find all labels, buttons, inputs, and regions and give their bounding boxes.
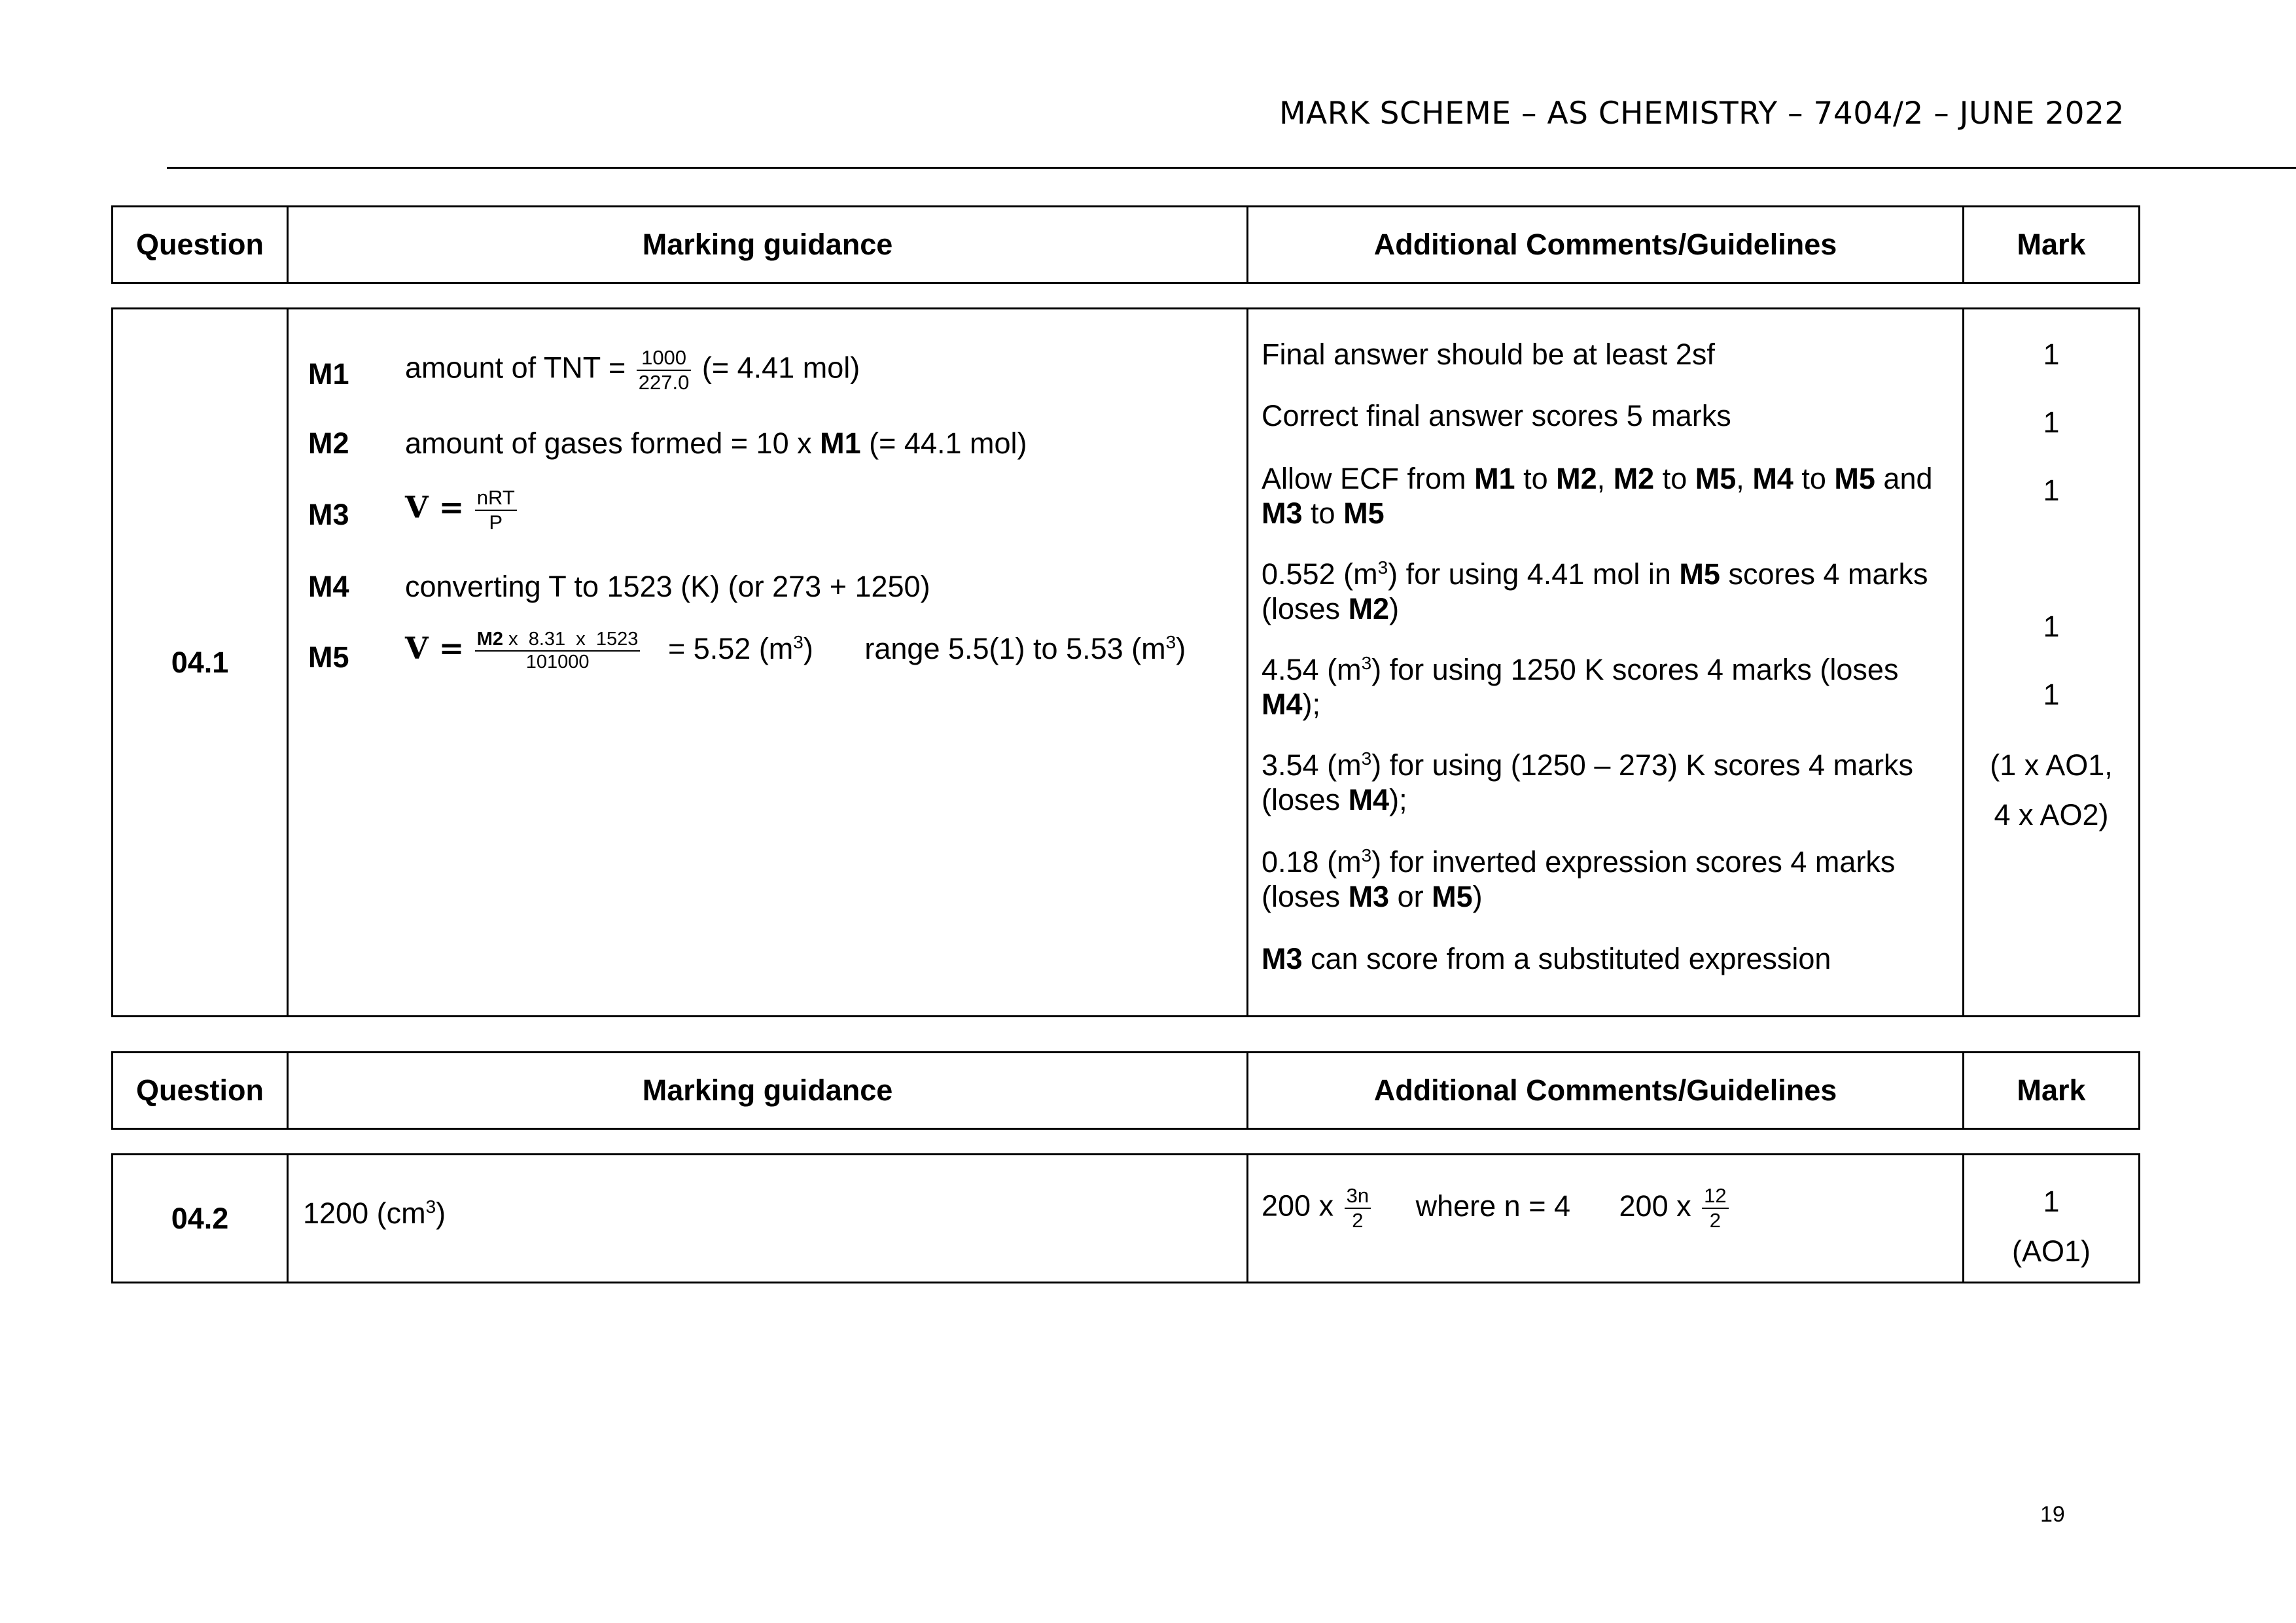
comment-7 [1262, 845, 1955, 914]
m3-lhs: V = [405, 489, 465, 525]
mark-m5: 1 [2043, 678, 2060, 711]
c7-m3: M3 [1348, 880, 1390, 914]
question-04-2-table [111, 1153, 2140, 1283]
c7-c: ) [1472, 880, 1483, 914]
m5-frac-num [475, 629, 641, 652]
col-header-question-2: Question [113, 1053, 288, 1129]
c7-b: ) for inverted expression scores 4 marks (loses [1262, 845, 1896, 914]
c5-a: 4.54 (m [1262, 653, 1362, 686]
m2-ref: M1 [820, 427, 861, 460]
c3-m5c: M5 [1343, 497, 1385, 531]
c4-m5: M5 [1679, 557, 1720, 591]
m4-text: converting T to 1523 (K) (or 273 + 1250) [405, 570, 930, 603]
q042-answer-text: 1200 (cm [303, 1196, 426, 1230]
m1-frac-num: 1000 [637, 346, 692, 371]
c4-d: ) [1389, 592, 1400, 626]
q042-fraction-1 [1345, 1184, 1371, 1232]
q042-comment [1262, 1184, 1731, 1232]
comment-4 [1262, 557, 1955, 626]
m1-expression [405, 346, 860, 394]
m1-line [308, 357, 349, 391]
q042-f1-den: 2 [1352, 1208, 1364, 1232]
question-number: 04.1 [113, 309, 288, 1017]
c3-to-2: to [1662, 462, 1687, 495]
c8-b: can score from a substituted expression [1311, 942, 1831, 975]
q042-c-c: 200 x [1619, 1189, 1691, 1223]
c3-to-3: to [1801, 462, 1826, 495]
c4-b: ) for using 4.41 mol in [1388, 557, 1671, 591]
m5-label: M5 [308, 640, 349, 674]
header-table-2 [111, 1051, 2140, 1130]
c4-sup: 3 [1377, 557, 1388, 578]
m5-result-sup: 3 [793, 632, 804, 653]
c4-c: scores 4 marks (loses [1262, 557, 1928, 626]
m5-range [864, 632, 1186, 665]
m2-result: (= 44.1 mol) [869, 427, 1027, 460]
mark-cell-2 [1964, 1155, 2140, 1283]
m2-line [308, 426, 349, 461]
m4-line [308, 569, 349, 604]
c4-a: 0.552 (m [1262, 557, 1378, 591]
m5-range-text: range 5.5(1) to 5.53 (m [864, 632, 1166, 666]
m5-frac-den: 101000 [525, 652, 590, 673]
c6-sup: 3 [1361, 748, 1372, 769]
q042-answer [303, 1196, 446, 1230]
q042-answer-sup: 3 [425, 1196, 436, 1217]
c3-m2: M2 [1556, 462, 1597, 495]
c4-m2: M2 [1348, 592, 1390, 626]
m5-lhs: V = [405, 631, 465, 667]
c8-m3: M3 [1262, 942, 1303, 975]
m1-result: (= 4.41 mol) [701, 351, 860, 385]
c3-and: and [1883, 462, 1933, 495]
marking-guidance-cell [288, 309, 1248, 1017]
c6-b: ) for using (1250 – 273) K scores 4 marks (loses [1262, 748, 1914, 817]
m5-range-sup: 3 [1165, 632, 1176, 653]
m1-frac-den: 227.0 [638, 370, 690, 394]
q042-f2-den: 2 [1709, 1208, 1721, 1232]
m2-expression [405, 426, 1027, 461]
m3-frac-num: nRT [475, 486, 517, 511]
c7-a: 0.18 (m [1262, 845, 1362, 879]
c3-m3: M3 [1262, 497, 1303, 531]
c6-m4: M4 [1348, 783, 1390, 817]
m2-label: M2 [308, 427, 349, 460]
marking-guidance-cell-2 [288, 1155, 1248, 1283]
c7-or: or [1397, 880, 1424, 914]
m3-fraction [475, 486, 517, 534]
m1-fraction [637, 346, 692, 394]
c3-m1: M1 [1474, 462, 1515, 495]
col-header-mark: Mark [1964, 207, 2140, 283]
c5-sup: 3 [1361, 653, 1372, 673]
m1-text: amount of TNT = [405, 351, 626, 385]
m4-label: M4 [308, 570, 349, 603]
question-04-1-table [111, 307, 2140, 1017]
comment-6 [1262, 748, 1955, 817]
c3-comma-1: , [1597, 462, 1606, 495]
c3-m4: M4 [1752, 462, 1793, 495]
q042-fraction-2 [1702, 1184, 1728, 1232]
m5-result-close: ) [803, 632, 813, 666]
c3-comma-2: , [1736, 462, 1744, 495]
m5-range-close: ) [1176, 632, 1186, 666]
mark-m3: 1 [2043, 474, 2060, 507]
m5-frac-ref: M2 [476, 629, 504, 650]
m5-line [308, 640, 349, 674]
ao-line-2: 4 x AO2) [1994, 798, 2109, 831]
c3-m5b: M5 [1834, 462, 1875, 495]
mark-cell [1964, 309, 2140, 1017]
mark-m4: 1 [2043, 610, 2060, 643]
col-header-question: Question [113, 207, 288, 283]
comments-cell [1248, 309, 1964, 1017]
comment-1: Final answer should be at least 2sf [1262, 338, 1715, 371]
m3-expression [405, 486, 520, 534]
page-number: 19 [2040, 1502, 2065, 1527]
c5-c: ); [1302, 688, 1321, 722]
q042-ao: (AO1) [2011, 1234, 2091, 1268]
col-header-comments: Additional Comments/Guidelines [1248, 207, 1964, 283]
c6-a: 3.54 (m [1262, 748, 1362, 782]
comment-2: Correct final answer scores 5 marks [1262, 399, 1731, 432]
c5-m4: M4 [1262, 688, 1303, 722]
c6-c: ); [1389, 783, 1407, 817]
c7-m5: M5 [1432, 880, 1473, 914]
m5-fraction [475, 629, 641, 674]
mark-m1: 1 [2043, 338, 2060, 371]
q042-f1-num: 3n [1345, 1184, 1371, 1209]
q042-answer-close: ) [436, 1196, 446, 1230]
m5-result-text: = 5.52 (m [667, 632, 794, 666]
c5-b: ) for using 1250 K scores 4 marks (loses [1371, 653, 1899, 686]
m1-label: M1 [308, 357, 349, 391]
q042-c-b: where n = 4 [1415, 1189, 1571, 1223]
comment-5 [1262, 652, 1955, 722]
question-number-2: 04.2 [113, 1155, 288, 1283]
ao-line-1: (1 x AO1, [1990, 748, 2113, 782]
c3-text: Allow ECF from [1262, 462, 1466, 495]
comment-3 [1262, 461, 1955, 531]
m3-frac-den: P [489, 510, 503, 534]
m2-text: amount of gases formed = 10 x [405, 427, 812, 460]
col-header-guidance-2: Marking guidance [288, 1053, 1248, 1129]
col-header-guidance: Marking guidance [288, 207, 1248, 283]
q042-c-a: 200 x [1262, 1189, 1334, 1223]
comments-cell-2 [1248, 1155, 1964, 1283]
col-header-comments-2: Additional Comments/Guidelines [1248, 1053, 1964, 1129]
c3-m2b: M2 [1613, 462, 1655, 495]
mark-m2: 1 [2043, 406, 2060, 439]
col-header-mark-2: Mark [1964, 1053, 2140, 1129]
header-table-1 [111, 205, 2140, 284]
m5-frac-rest: x 8.31 x 1523 [508, 629, 639, 650]
c3-to-4: to [1311, 497, 1335, 531]
c3-to-1: to [1523, 462, 1548, 495]
q042-f2-num: 12 [1702, 1184, 1728, 1209]
comment-8 [1262, 941, 1831, 976]
c3-m5: M5 [1695, 462, 1737, 495]
header-rule [167, 167, 2296, 169]
m3-line [308, 497, 349, 532]
m5-expression [405, 629, 1186, 674]
page-header-title: MARK SCHEME – AS CHEMISTRY – 7404/2 – JUNE 2022 [1279, 96, 2125, 131]
c7-sup: 3 [1361, 845, 1372, 865]
m5-result [668, 632, 813, 665]
q042-mark: 1 [2043, 1185, 2060, 1218]
m3-label: M3 [308, 498, 349, 531]
